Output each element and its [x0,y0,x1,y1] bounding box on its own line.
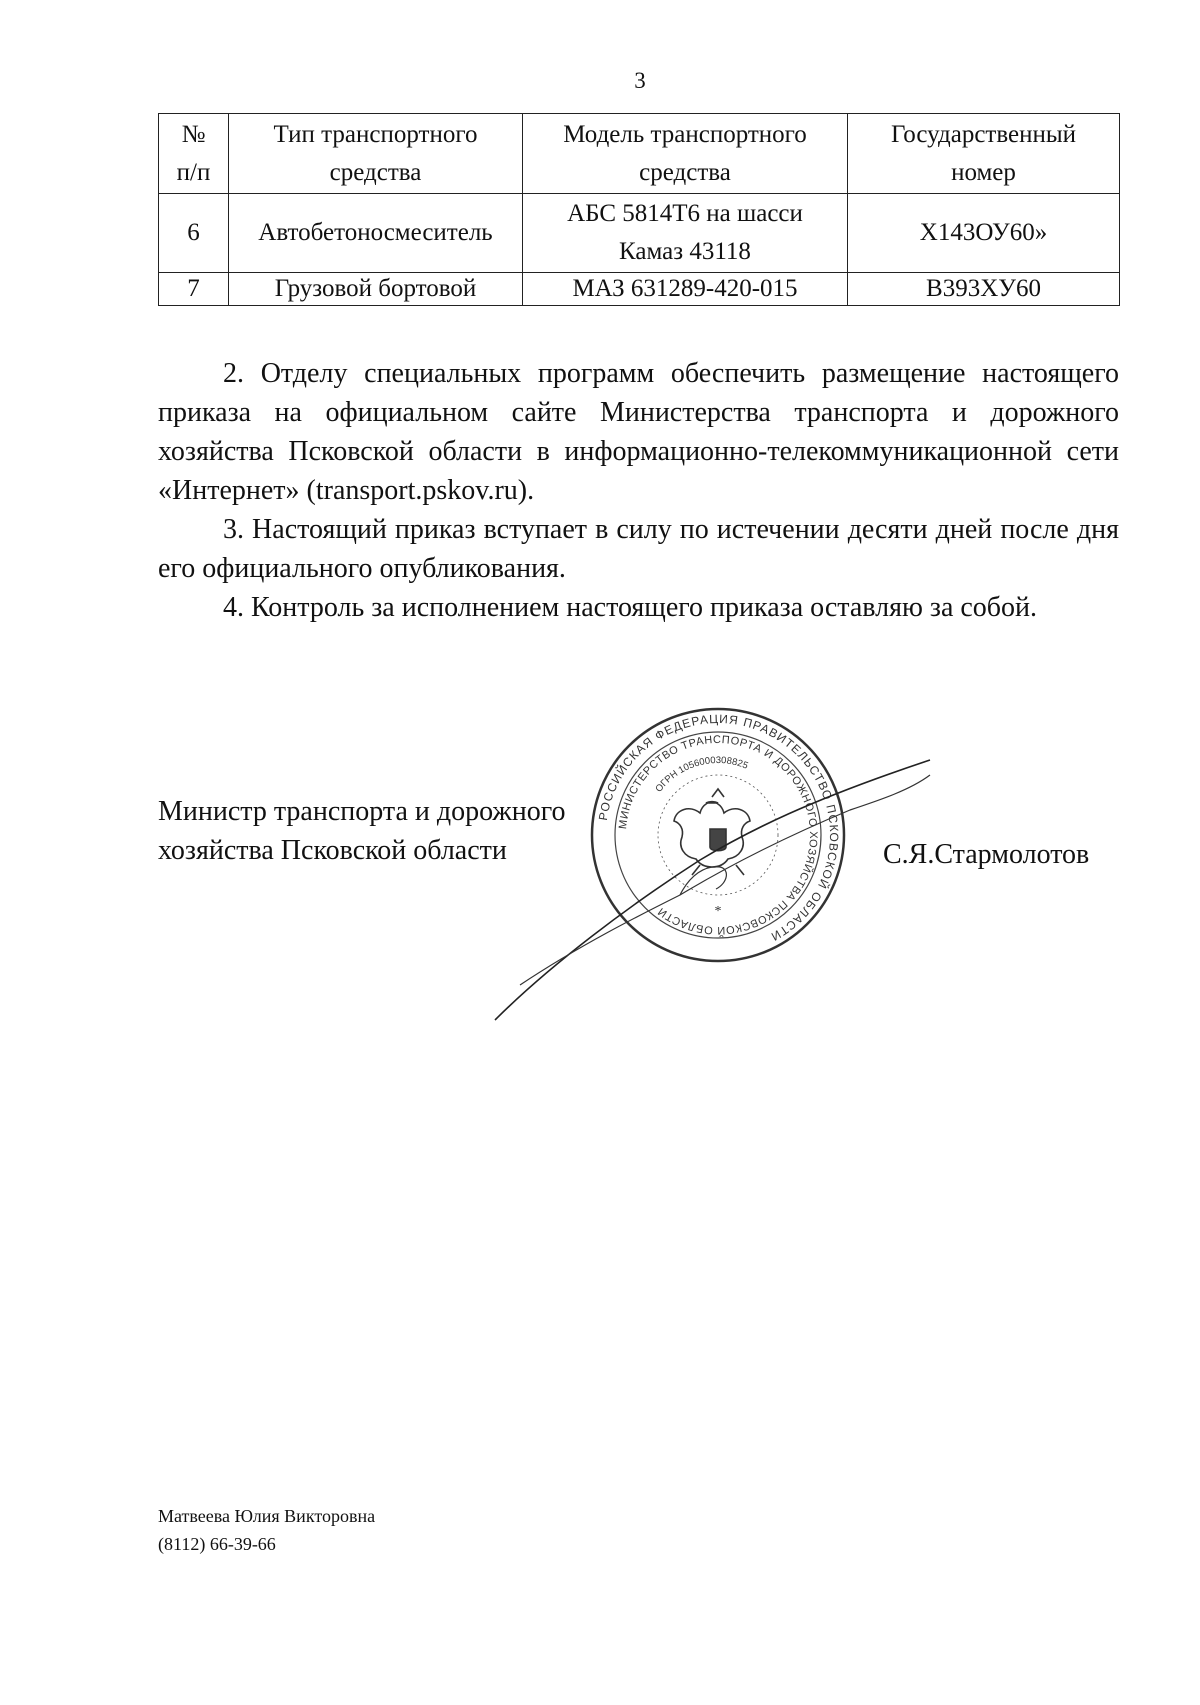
page-number: 3 [634,68,646,93]
seal-outer-text: РОССИЙСКАЯ ФЕДЕРАЦИЯ ПРАВИТЕЛЬСТВО ПСКОВСКОЙ ОБЛАСТИ [595,711,842,945]
header-model-line1: Модель транспортного [563,120,807,148]
table-header-row [159,114,1120,194]
row-model-line1: АБС 5814Т6 на шасси [567,200,803,227]
signer-name: С.Я.Стармолотов [883,839,1090,870]
seal-inner-text: МИНИСТЕРСТВО ТРАНСПОРТА И ДОРОЖНОГО ХОЗЯЙСТВА ПСКОВСКОЙ ОБЛАСТИ [617,733,820,937]
vehicles-table [158,113,1120,306]
row-vehicle-type: Автобетоносмеситель [229,194,523,273]
row-vehicle-model: МАЗ 631289-420-015 [523,273,848,306]
header-type-line2: средства [329,158,422,186]
header-type-line1: Тип транспортного [273,120,478,148]
header-plate-line2: номер [951,158,1016,186]
table-row [159,194,1120,273]
header-model-line2: средства [639,158,731,186]
signer-position-line2: хозяйства Псковской области [158,835,507,866]
header-plate-line1: Государственный [890,120,1077,148]
row-model-line2: Камаз 43118 [619,238,751,265]
row-vehicle-model [523,194,848,273]
executor-name: Матвеева Юлия Викторовна [158,1506,376,1526]
paragraph-3: 3. Настоящий приказ вступает в силу по истечении десяти дней после дня его официального опубликования. [158,514,1119,584]
paragraph-4: 4. Контроль за исполнением настоящего приказа оставляю за собой. [223,592,1038,623]
row-plate-number: Х143ОУ60» [848,194,1120,273]
executor-contact [158,1502,375,1558]
header-vehicle-model [523,114,848,194]
header-number-line1: № [181,120,206,148]
seal-star-icon: * [714,904,722,919]
handwritten-signature [490,755,940,1025]
row-number: 7 [159,273,229,306]
row-plate-number: В393ХУ60 [848,273,1120,306]
row-number: 6 [159,194,229,273]
order-body [158,354,1119,627]
row-vehicle-type: Грузовой бортовой [229,273,523,306]
signer-position-line1: Министр транспорта и дорожного [158,796,566,827]
table-row [159,273,1120,306]
seal-ogrn-text: ОГРН 1056000308825 [653,754,750,795]
header-number-line2: п/п [176,158,211,186]
executor-phone: (8112) 66-39-66 [158,1534,276,1554]
paragraph-2: 2. Отделу специальных программ обеспечить размещение настоящего приказа на официальном сайте Министерства транспорта и дорожного хозяйства Псковской области в информационно-телекоммуникационной сети «Интернет» (transport.pskov.ru). [158,358,1119,506]
header-vehicle-type [229,114,523,194]
header-plate-number [848,114,1120,194]
header-number [159,114,229,194]
